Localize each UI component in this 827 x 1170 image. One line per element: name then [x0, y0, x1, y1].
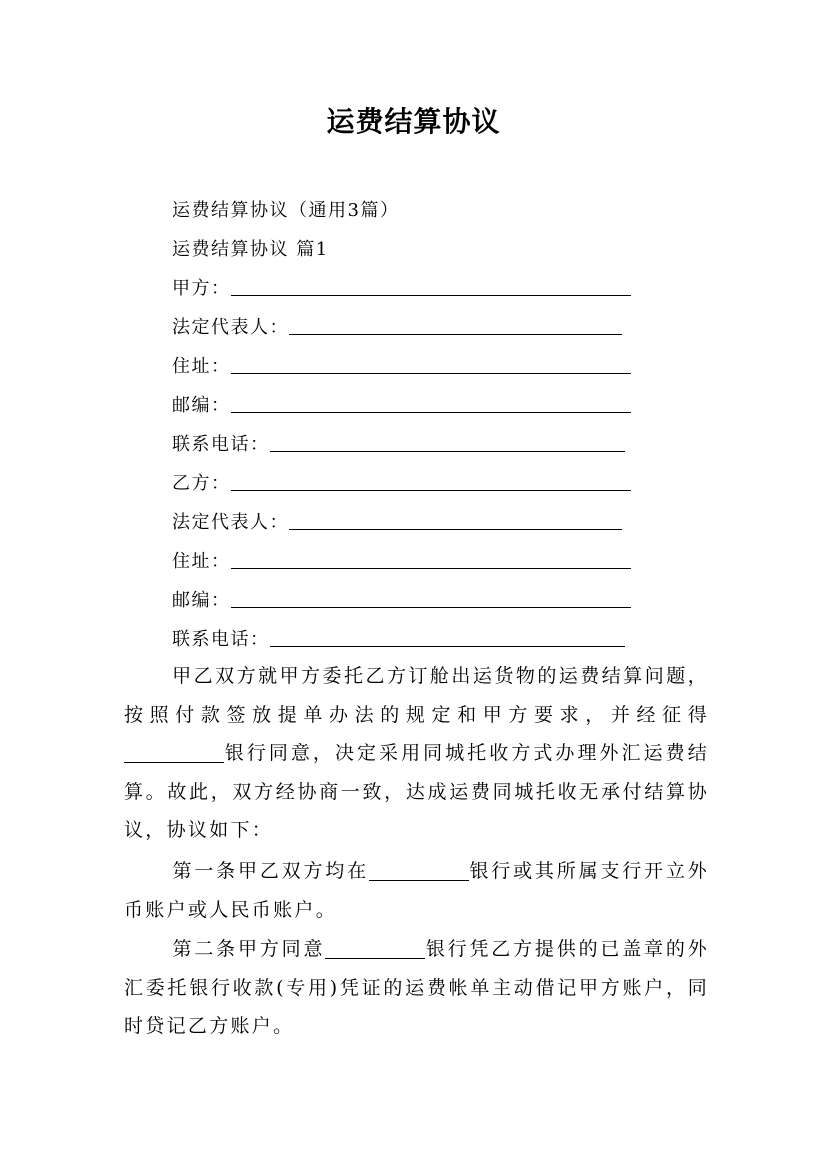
- party-a-address-blank[interactable]: [231, 353, 631, 374]
- party-b-phone-label: 联系电话：: [172, 629, 270, 650]
- party-b-postcode-blank[interactable]: [231, 587, 631, 608]
- party-b-address-row: [172, 547, 631, 577]
- party-b-name-label: 乙方：: [172, 473, 231, 494]
- party-a-name-blank[interactable]: [231, 275, 631, 296]
- party-b-address-label: 住址：: [172, 551, 231, 572]
- section-heading: 运费结算协议 篇1: [172, 239, 329, 260]
- article-1-text-1: 第一条甲乙双方均在: [172, 860, 369, 882]
- party-a-postcode-label: 邮编：: [172, 395, 231, 416]
- party-a-rep-row: [172, 313, 622, 343]
- party-a-postcode-row: [172, 391, 631, 421]
- document-title: 运费结算协议: [326, 105, 501, 138]
- party-a-address-label: 住址：: [172, 356, 231, 377]
- party-a-name-label: 甲方：: [172, 278, 231, 299]
- intro-bank-blank[interactable]: [124, 740, 224, 763]
- intro-text-1: 甲乙双方就甲方委托乙方订舱出运货物的运费结算问题，按照付款签放提单办法的规定和甲方要求，并经征得: [124, 665, 709, 726]
- party-b-phone-blank[interactable]: [270, 626, 625, 647]
- party-b-name-blank[interactable]: [231, 470, 631, 491]
- party-a-rep-label: 法定代表人：: [172, 317, 289, 338]
- party-b-postcode-row: [172, 586, 631, 616]
- party-b-rep-label: 法定代表人：: [172, 512, 289, 533]
- party-a-address-row: [172, 352, 631, 382]
- party-b-postcode-label: 邮编：: [172, 590, 231, 611]
- party-a-rep-blank[interactable]: [289, 314, 622, 335]
- party-a-phone-row: [172, 430, 625, 460]
- party-b-rep-blank[interactable]: [289, 509, 622, 530]
- article-2-paragraph: [124, 930, 709, 1046]
- article-1-bank-blank[interactable]: [369, 858, 469, 881]
- party-a-name-row: [172, 274, 631, 304]
- party-a-postcode-blank[interactable]: [231, 392, 631, 413]
- party-a-phone-blank[interactable]: [270, 431, 625, 452]
- party-b-address-blank[interactable]: [231, 548, 631, 569]
- article-2-text-1: 第二条甲方同意: [172, 938, 326, 960]
- party-b-name-row: [172, 469, 631, 499]
- article-1-text-2: 银行或其所属支行开立外币账户或人民币账户。: [124, 860, 709, 921]
- intro-paragraph: [124, 657, 709, 850]
- party-a-phone-label: 联系电话：: [172, 434, 270, 455]
- article-1-paragraph: [124, 852, 709, 929]
- intro-text-2: 银行同意，决定采用同城托收方式办理外汇运费结算。故此，双方经协商一致，达成运费同城托收无承付结算协议，协议如下：: [124, 742, 709, 841]
- document-subtitle: 运费结算协议（通用3篇）: [172, 200, 400, 221]
- article-2-bank-blank[interactable]: [325, 936, 425, 959]
- party-b-phone-row: [172, 625, 625, 655]
- article-2-text-2: 银行凭乙方提供的已盖章的外汇委托银行收款(专用)凭证的运费帐单主动借记甲方账户，同时贷记乙方账户。: [124, 938, 709, 1037]
- party-b-rep-row: [172, 508, 622, 538]
